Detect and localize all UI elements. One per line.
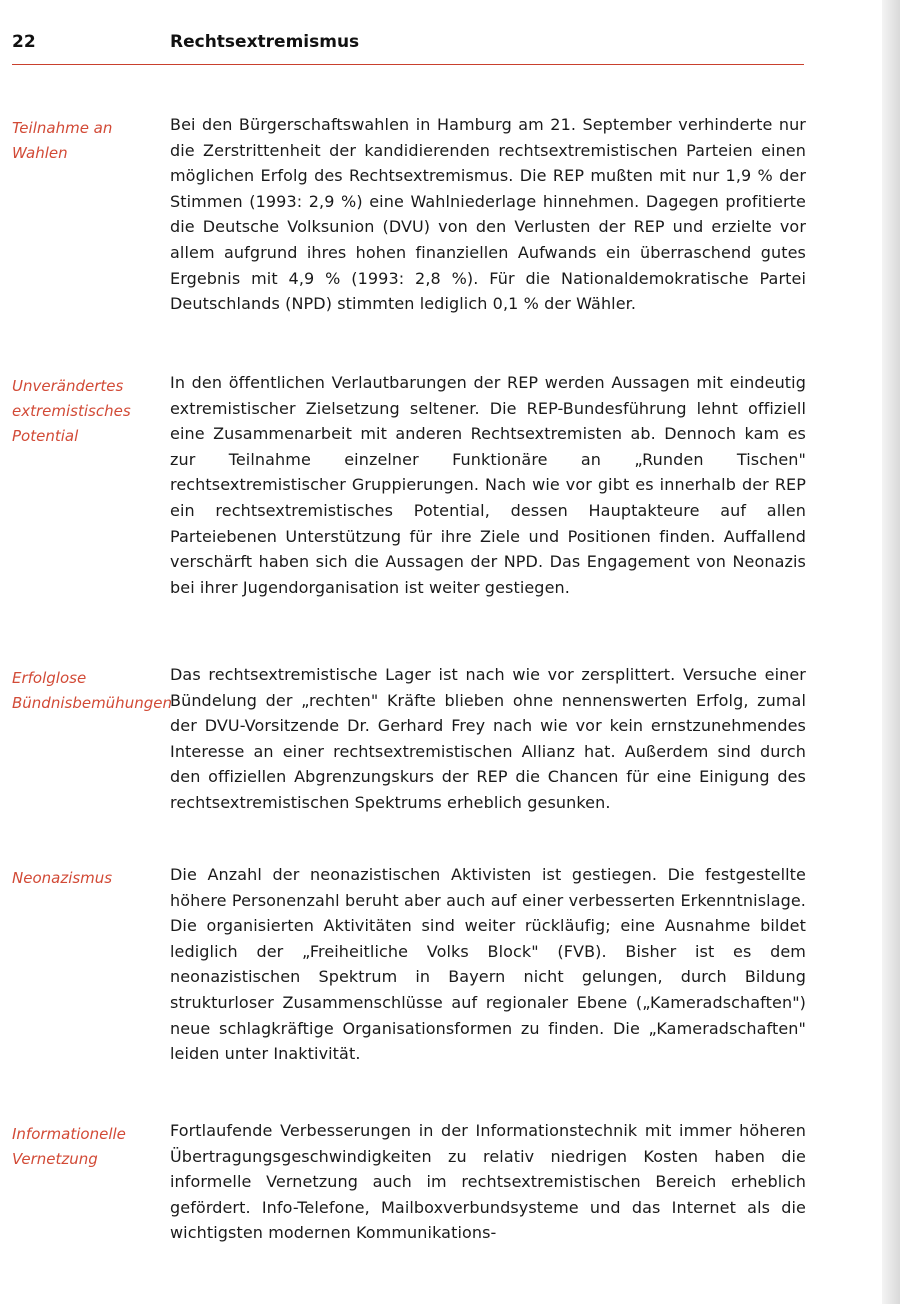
page-number: 22 <box>12 32 36 52</box>
paragraph: Das rechtsextremistische Lager ist nach wie vor zersplittert. Versuche einer Bündelung der „rechten" Kräfte blieben ohne nennenswerten Erfolg, zumal der DVU-Vorsitzende Dr. Gerhard Frey nach wie vor kein ernstzunehmendes Interesse an einer rechtsextremistischen Allianz hat. Außerdem sind durch den offiziellen Abgrenzungskurs der REP die Chancen für eine Einigung des rechtsextremistischen Spektrums erheblich gesunken. <box>170 665 806 812</box>
page-header <box>12 32 802 62</box>
paragraph: Bei den Bürgerschaftswahlen in Hamburg am 21. September verhinderte nur die Zerstrittenheit der kandidierenden rechtsextremistischen Parteien einen möglichen Erfolg des Rechtsextremismus. Die REP mußten mit nur 1,9 % der Stimmen (1993: 2,9 %) eine Wahlniederlage hinnehmen. Dagegen profitierte die Deutsche Volksunion (DVU) von den Verlusten der REP und erzielte vor allem aufgrund ihres hohen finanziellen Aufwands ein überraschend gutes Ergebnis mit 4,9 % (1993: 2,8 %). Für die Nationaldemokratische Partei Deutschlands (NPD) stimmten lediglich 0,1 % der Wähler. <box>170 115 806 314</box>
page-edge-shadow <box>882 0 900 1304</box>
header-divider <box>12 64 804 65</box>
margin-note: Neonazismus <box>12 869 113 887</box>
margin-note: Informationelle Vernetzung <box>12 1125 126 1168</box>
paragraph: Die Anzahl der neonazistischen Aktivisten ist gestiegen. Die festgestellte höhere Personenzahl beruht aber auch auf einer verbesserten Erkenntnislage. Die organisierten Aktivitäten sind weiter rückläufig; eine Ausnahme bildet lediglich der „Freiheitliche Volks Block" (FVB). Bisher ist es dem neonazistischen Spektrum in Bayern nicht gelungen, durch Bildung strukturloser Zusammenschlüsse auf regionaler Ebene („Kameradschaften") neue schlagkräftige Organisationsformen zu finden. Die „Kameradschaften" leiden unter Inaktivität. <box>170 865 806 1064</box>
margin-note: Unverändertes extremistisches Potential <box>12 377 131 445</box>
running-title: Rechtsextremismus <box>170 32 360 52</box>
margin-note: Teilnahme an Wahlen <box>12 119 113 162</box>
margin-note: Erfolglose Bündnisbemühungen <box>12 669 172 712</box>
paragraph: In den öffentlichen Verlautbarungen der REP werden Aussagen mit eindeutig extremistischer Zielsetzung seltener. Die REP-Bundesführung lehnt offiziell eine Zusammenarbeit mit anderen Rechtsextremisten ab. Dennoch kam es zur Teilnahme einzelner Funktionäre an „Runden Tischen" rechtsextremistischer Gruppierungen. Nach wie vor gibt es innerhalb der REP ein rechtsextremistisches Potential, dessen Hauptakteure auf allen Parteiebenen Unterstützung für ihre Ziele und Positionen finden. Auffallend verschärft haben sich die Aussagen der NPD. Das Engagement von Neonazis bei ihrer Jugendorganisation ist weiter gestiegen. <box>170 373 806 597</box>
paragraph: Fortlaufende Verbesserungen in der Informationstechnik mit immer höheren Übertragungsgeschwindigkeiten zu relativ niedrigen Kosten haben die informelle Vernetzung auch im rechtsextremistischen Bereich erheblich gefördert. Info-Telefone, Mailboxverbundsysteme und das Internet als die wichtigsten modernen Kommunikations- <box>170 1121 806 1243</box>
